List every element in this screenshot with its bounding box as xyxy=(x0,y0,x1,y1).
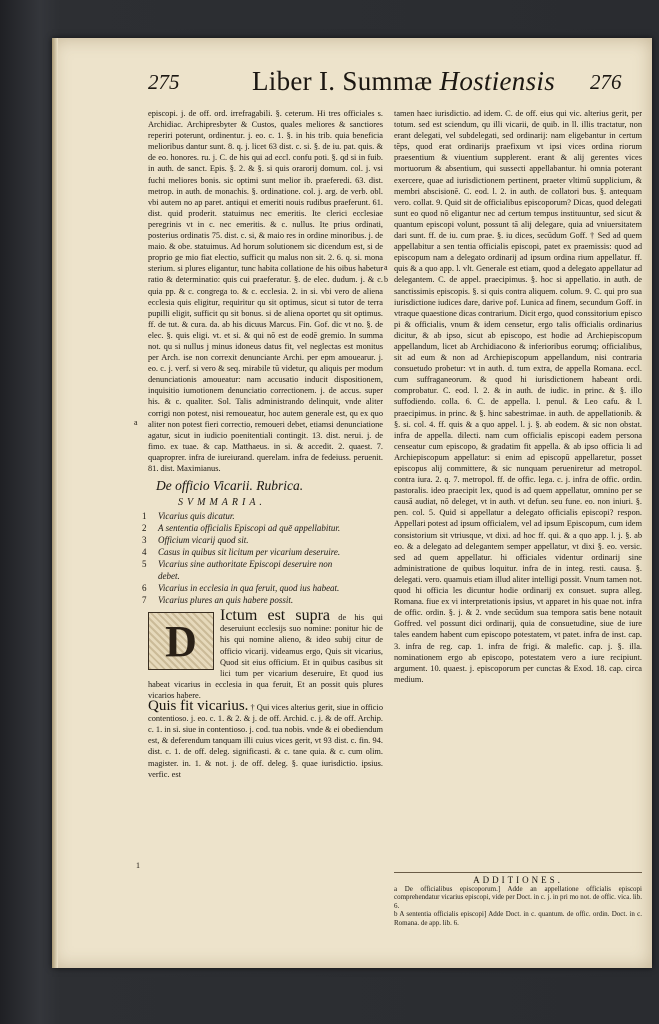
right-column-text: tamen haec iurisdictio. ad idem. C. de off. eius qui vic. alterius gerit, per totum. sed est sciendum, qu illi vicarii, de quib. in ll. illis tractatur, non erant delegati, vel subdelegati, sed ordinarij: nam eligebantur in certum tēps, quod erat ordinarijs praefixum vt ipsi vices ordina riorum praesentium & viuentium supplerent. erant & alij gerentes vices mortuorum & absentium, qui sussecti appellabantur. hi omnia poterant exercere, quae ad iurisdictionem pertinent, praeter vltimū supplicium, & membri abscisionē. C. eod. l. 2. in auth. de collatori bus. §. antequam vero. collat. 9. Quid sit de officialibus episcoporum? Dicas, quod delegati sunt eo quod nō eligantur nec ad certum tempus instituuntur, sed sicut & quantum episcopi volunt, possunt tā alij delegare, quia ad vniuersitatem dari sunt. ff. de iu. cum prae. §. iu dices, secūdum Goff. † Sed ad quem appellabitur a sen tentia officialis episcopi, patet ex praemissis: quod ad episcopum nam a delegato ordinarij ad ipsum ordina rium appellatur. ff. quis & a quo app. l. vlt. Generale est etiam, quod a delegato appellatur ad delegantem. C. de appel. praecipimus. §. hoc si appellatio. in auth. de sanctissimis episcopis. §. si quis contra aliquem. colum. 9. C. qui pro sua iurisdictione iudices dare, darive pof. Lunica ad finem, secundum Goff. in vtraque quaestione dicas contrarium. Dicit ergo, quod conssitorium episco pi & officialis, vnum & idem censetur, ergo talis officialis ordinarius dicitur, & ab ipso, sicut ab episcopo, est hodie ad Archiepiscopum appellandum, licet ab Archidiacono & inferioribus eorumq; officialibus, sit ad eum & non ad Archiepiscopum appellandum, nisi contraria consuetudo probetur: vt in auth. d. tum extra, de appella Romana. eccl. cum suffraganeorum. & quod hi iurisdictionem habeant ordi. comprobatur. C. eod. l. 2. & in auth. de iudic. in princ. & §. illo suffodiendo. colla. 6. C. de appella. l. penul. & Leo cafu. & l. praecipimus. in princ. & §. hinc sabestrimae. in auth. de appellationib. & §. si. col. 4. ff. quis & a quo appel. l. j. §. ab eodem. & sic non obstat. infra de appella. dilecti. nam cum officialis episcopi eadem persona censeatur cum episcopo, & gradatim fit appella. & ab ipso officia li ad Archiepiscopum appellatur: si enim ad episcopū appellaretur, posset episcopus alij committere, & sic nunquam perueniretur ad metropol. contra iura. 2. q. 7. metropol. ff. de offic. lega. c. j. infra de offic. ordin. pastoralis. ideo praecipit lex, quod is ad quem appellatur, omnino per se causā audiat, nō deleget, vt in auth. vt defun. seu fune. eo. non iniuri. §. pen. col. 5. Quid si appellatur a delegato officialis episcopi? respon. Appellari potest ad ipsum officialem, vel ad ipsum Episcopum, cum idem consistorium sit vtriusque, vt dixi. ad hoc ff. qui. & a quo app. l. j. §. ab eo. & a delegato ad delegantem semper appellatur, vt dixi §. eo. versic. sed ad quem appellatur. hi officiales videntur ordinarij sine administratione de quibus loquitur. infra de in integ. resti. causa. §. delegati. vero. quamuis etiam illud aliter intelligi possit. Vnum tamen not. quod hi officia les dicuntur hodie ordinarij ex consuet. supra alleg. Romana. fiue ex vi interpretationis ipsius, vt apparet in his quae not. infra de offic. ordin. §. j. & 2. vnde secūdum sua tempora satis bene notauit Goffred. vel possunt dici ordinarij, quia de consuetudine, siue de iure tales eandem habent cum episcopo potestatem, vt patet. infra de inst. cap. 3. infra de reg. cap. 1. infra de frigi. & malefic. cap. j. §. illa. nominationem ergo ab episcopo, potestatem vero a iure recipiunt. argument. 10. quaest. j. episcoporum per cunctas & Exod. 18. cap. circa medium. xyxy=(394,109,642,684)
summaria-number: 2 xyxy=(142,523,147,534)
chapter-incipit: Ictum est supra xyxy=(220,607,331,625)
summaria-text: A sententia officialis Episcopi ad quē appellabitur. xyxy=(158,523,341,534)
summaria-text: Vicarius in ecclesia in qua feruit, quod ius habeat. xyxy=(158,583,340,594)
section-text-quis: † Qui vices alterius gerit, siue in officio contentioso. j. eo. c. 1. & 2. & j. de off. Archid. c. j. & de off. Archip. c. 1. in si. siue in contentioso. j. cod. tua nobis. vnde & ei obediendum est, & deferendum tanquam illi cuius vices gerit, vt 93 dist. c. fin. 94. dist. c. 1. de off. deleg. significasti. & c. tane quia. & c. cum olim. magister. in. 1. & not. j. de off. deleg. §. quae iurisdictio. ipsius. verfic. est xyxy=(148,703,383,779)
page-number-left: 275 xyxy=(148,70,180,94)
summaria-text: debet. xyxy=(158,571,180,582)
chapter-opening xyxy=(148,607,383,779)
additiones-box xyxy=(394,872,642,927)
running-title-italic: Hostiensis xyxy=(439,66,556,96)
summaria-item xyxy=(148,570,383,582)
summaria-heading: SVMMARIA. xyxy=(178,497,266,509)
margin-letter-a-right: a xyxy=(384,263,388,272)
additio-note-a: a De officialibus episcoporum.] Adde an appellatione officialis episcopi comprehendatur vicarius episcopi, vide per Doct. in c. j. in pri mo not. de offic. vica. lib. 6. xyxy=(394,885,642,910)
summaria-text: Vicarius quis dicatur. xyxy=(158,511,235,522)
left-column xyxy=(142,108,383,898)
decorated-initial-icon: D xyxy=(148,612,214,670)
margin-number-one: 1 xyxy=(136,861,140,870)
summaria-list xyxy=(142,510,383,606)
running-title-main: Liber I. Summæ xyxy=(252,66,433,96)
summaria-number: 3 xyxy=(142,535,147,546)
book-page xyxy=(52,38,652,968)
left-column-top-text: episcopi. j. de off. ord. irrefragabili. §. ceterum. Hi tres officiales s. Archidiac. Archipresbyter & Custos, quales meliores & sanctiores reperiri poterunt, ordinentur. j. eo. c. 1. §. in his trib. quia beneficia melioribus dantur sunt. 8. q. j. licet 63 dist. c. si. §. de iu. pat. quis. & de eo. honores. ru. j. C. de his qui ad eccl. confu poti. §. qd si in fuib. in auth. de sanct. Epis. §. 2. & §. si quis orarorij domum. col. j. vsi fuchi meliores bonis. sic optimi sunt melior ib. praeferedi. 63. dist. metrop. in auth. de monachis. §. ordinatione. col. j. arg. de verb. obl. vbi autem no ap paret. antiqui et emeriti nouis rudibus praeferunt. 61. dist. quid proderit. statuimus nec emeritis. Ite clerici ecclesiae peregrinis vt in c. nec emeritis. & c. nullus. Ite prius ordinati, posterius ordinatis 75. dist. c. si, & maio res in ordine minoribus. j. de maio. & obe. statuimus. Ad horum solutionem sic dicendum est, si de proprio ge mio fiat electio, sufficit qu malus non sit. 2. 6. q. si. mona sterium. si plures eligantur, tunc habita collatione de his oibus habetur ratio & determinatio: quis cui praeferatur. §. de elec. dudum. j. & c. quia pp. & c. congrega to. & c. ecclesia. 2. in si. vbi vero de aliena ecclesia quis eligitur, requiritur qu sit optimus, sicut si tutor de terra pupilli eligit, sufficit qu sit bonus. si de aliena oportet qu sit optimus. ff. de tut. & cura. da. ab his dicuus Marcus. Fin. Gof. dic vt no. §. de elec. §. quis eligi. vt. et si. & qui nō est de eodē gremio. In summa not. qu si nullus j minus idoneus datus fit, vel neglectas est monitus per Arch. ise non correxit denunciante Archi. per epm amouearur. j. eo. c. j. verf. si vero & seq. mirabile tū videtur, qu aliquis per modum denunciationis amoueatur: nam accusatio inducit dispositionem, inquisitio iumotionem denunciatio correctionem. j. de accus. super his. & c. qualiter. Sol. Talis administrando delinquit, vnde aliter corrigi non potest, nisi remoueatur, hoc autem generale est, qu ex quo aliter non potest fieri correctio, remoueri debet, etiamsi denunciatione agatur, sicut in iudicio poenitentiali contingit. 13. dist. nerui. j. de fimo. ex tuae. & cap. Matthaeus. in si. & accedit. 2. quaest. 7. quaproprer. infra de iureiurand. querelam. infra de fedeiuss. peruenit. 81. dist. Maximianus. xyxy=(148,109,383,473)
summaria-item xyxy=(142,558,383,570)
page-gutter-shadow xyxy=(52,38,58,968)
summaria-text: Officium vicarij quod sit. xyxy=(158,535,249,546)
summaria-item xyxy=(142,510,383,522)
margin-letter-b-right: b xyxy=(384,275,388,284)
summaria-item xyxy=(142,594,383,606)
summaria-item xyxy=(142,534,383,546)
right-column xyxy=(394,108,642,868)
summaria-item xyxy=(142,522,383,534)
summaria-item xyxy=(142,546,383,558)
section-heading-quis: Quis fit vicarius. xyxy=(148,698,249,715)
summaria-number: 1 xyxy=(142,511,147,522)
rubric-title: De officio Vicarii. Rubrica. xyxy=(156,478,304,494)
chapter-intro-text: de his qui deseruiunt ecclesijs suo nomine: ponitur hic de his qui nomine alieno, & ideo subij citur de officio vicarij. videamus ergo, Quis sit vicarius, Quod sit eius officium. Et in quibus casibus sit lici tum per vicarium deseruire, Et quod ius habeat vicarius in ecclesia in qua feruit, Et an possit quis plures vicarios habere. xyxy=(148,613,383,700)
page-number-right: 276 xyxy=(590,70,622,94)
summaria-number: 7 xyxy=(142,595,147,606)
running-title xyxy=(252,66,555,97)
additiones-title: ADDITIONES. xyxy=(394,872,642,885)
running-header xyxy=(52,66,652,102)
summaria-number: 5 xyxy=(142,559,147,570)
summaria-item xyxy=(142,582,383,594)
summaria-number: 4 xyxy=(142,547,147,558)
summaria-text: Vicarius sine authoritate Episcopi deseruire non xyxy=(158,559,333,570)
summaria-number: 6 xyxy=(142,583,147,594)
margin-letter-a: a xyxy=(134,418,138,427)
additio-note-b: b A sententia officialis episcopi] Adde Doct. in c. quantum. de offic. ordin. Doct. in c. Romana. de app. lib. 6. xyxy=(394,910,642,927)
summaria-text: Casus in quibus sit licitum per vicarium deseruire. xyxy=(158,547,341,558)
summaria-text: Vicarius plures an quis habere possit. xyxy=(158,595,294,606)
